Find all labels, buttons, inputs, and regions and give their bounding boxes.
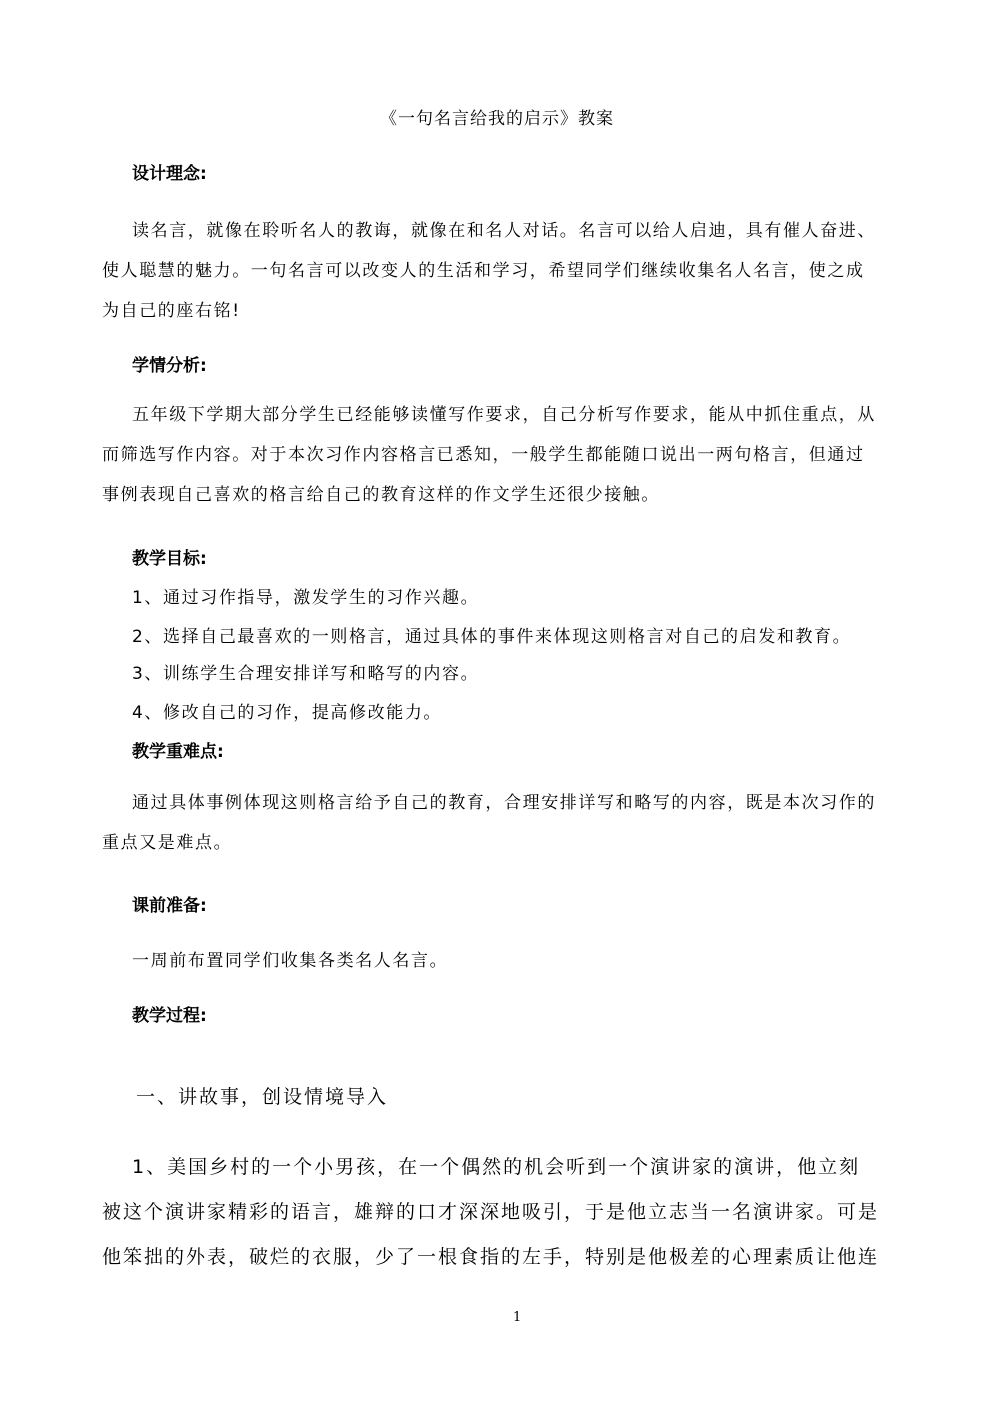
story-line: 1、美国乡村的一个小男孩，在一个偶然的机会听到一个演讲家的演讲，他立刻 [132,1156,861,1178]
page-number: 1 [513,1310,522,1325]
section-heading-analysis: 学情分析: [132,356,207,376]
section-heading-preparation: 课前准备: [132,896,207,916]
paragraph-line: 通过具体事例体现这则格言给予自己的教育，合理安排详写和略写的内容，既是本次习作的 [132,793,876,813]
paragraph-line: 而筛选写作内容。对于本次习作内容格言已悉知，一般学生都能随口说出一两句格言，但通过 [102,445,865,465]
paragraph-line: 重点又是难点。 [102,833,233,853]
subheading: 一、讲故事，创设情境导入 [136,1086,389,1108]
document-title: 《一句名言给我的启示》教案 [380,109,614,129]
goal-item: 4、修改自己的习作，提高修改能力。 [132,703,443,723]
story-line: 被这个演讲家精彩的语言，雄辩的口才深深地吸引，于是他立志当一名演讲家。可是 [102,1201,880,1223]
section-heading-process: 教学过程: [132,1006,207,1026]
goal-item: 1、通过习作指导，激发学生的习作兴趣。 [132,588,480,608]
paragraph-line: 一周前布置同学们收集各类名人名言。 [132,951,449,971]
goal-item: 3、训练学生合理安排详写和略写的内容。 [132,664,480,684]
paragraph-line: 为自己的座右铭! [102,301,241,321]
paragraph-line: 读名言，就像在聆听名人的教诲，就像在和名人对话。名言可以给人启迪，具有催人奋进、 [132,221,876,241]
paragraph-line: 使人聪慧的魅力。一句名言可以改变人的生活和学习，希望同学们继续收集名人名言，使之成 [102,261,865,281]
section-heading-goals: 教学目标: [132,549,207,569]
paragraph-line: 五年级下学期大部分学生已经能够读懂写作要求，自己分析写作要求，能从中抓住重点，从 [132,405,876,425]
paragraph-line: 事例表现自己喜欢的格言给自己的教育这样的作文学生还很少接触。 [102,485,660,505]
section-heading-key-points: 教学重难点: [132,742,224,762]
goal-item: 2、选择自己最喜欢的一则格言，通过具体的事件来体现这则格言对自己的启发和教育。 [132,627,852,647]
section-heading-design: 设计理念: [132,164,207,184]
story-line: 他笨拙的外表，破烂的衣服，少了一根食指的左手，特别是他极差的心理素质让他连 [102,1246,880,1268]
